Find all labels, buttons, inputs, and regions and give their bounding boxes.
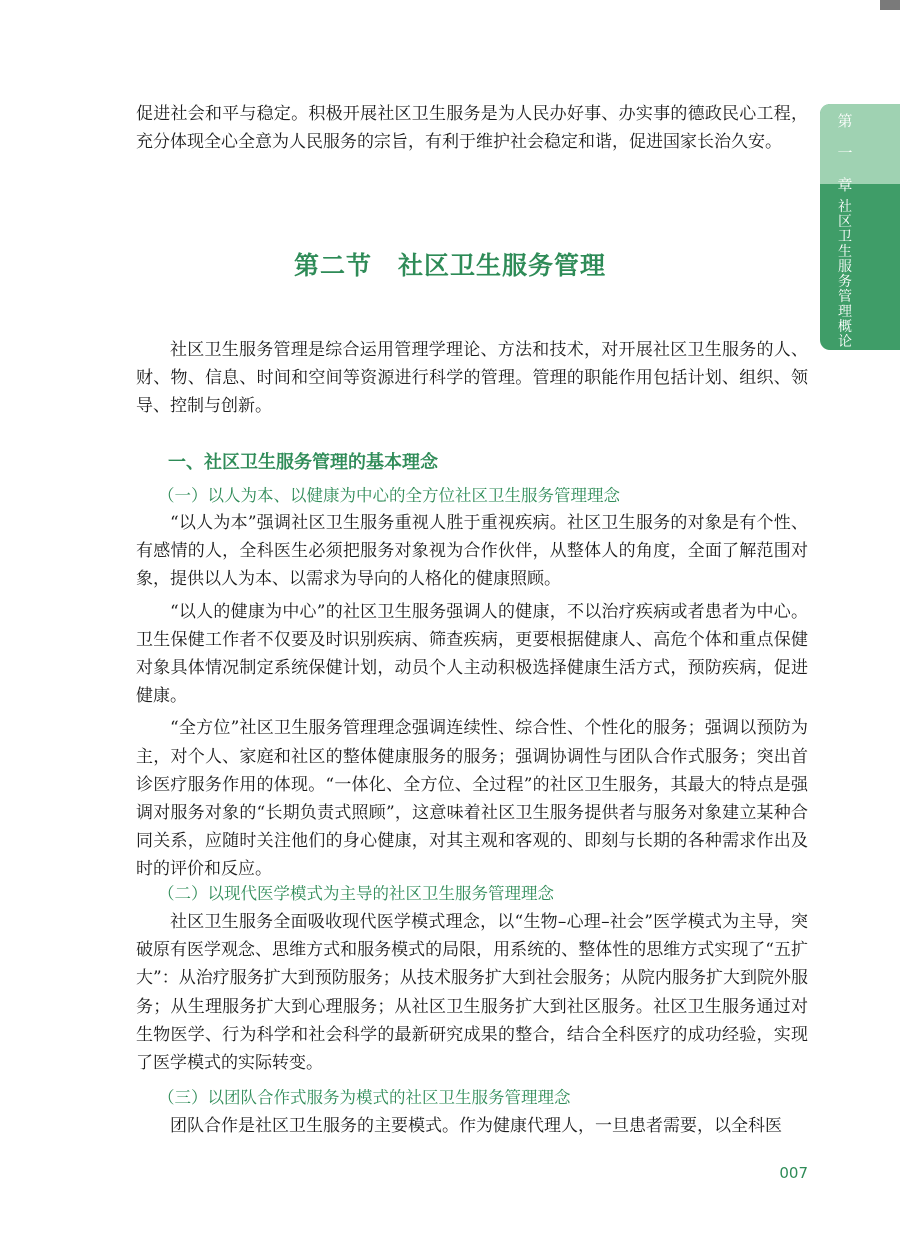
subheading-3: （三）以团队合作式服务为模式的社区卫生服务管理理念 <box>158 1088 571 1107</box>
sub1-paragraph-1: “以人为本”强调社区卫生服务重视人胜于重视疾病。社区卫生服务的对象是有个性、有感情的人，全科医生必须把服务对象视为合作伙伴，从整体人的角度，全面了解范围对象，提供以人为本、以需求为导向的人格化的健康照顾。 <box>136 513 808 590</box>
section-intro-paragraph: 社区卫生服务管理是综合运用管理学理论、方法和技术，对开展社区卫生服务的人、财、物、信息、时间和空间等资源进行科学的管理。管理的职能作用包括计划、组织、领导、控制与创新。 <box>136 340 808 417</box>
chapter-title-char: 理 <box>838 304 852 320</box>
chapter-char-3: 章 <box>837 176 853 194</box>
chapter-title-char: 区 <box>838 214 852 230</box>
sub2-body <box>136 908 808 1077</box>
chapter-title-char: 管 <box>838 289 852 305</box>
chapter-title-char: 概 <box>838 319 852 335</box>
intro-paragraph: 促进社会和平与稳定。积极开展社区卫生服务是为人民办好事、办实事的德政民心工程，充分体现全心全意为人民服务的宗旨，有利于维护社会稳定和谐，促进国家长治久安。 <box>136 104 808 153</box>
sub3-body <box>136 1112 808 1140</box>
subheading-1: （一）以人为本、以健康为中心的全方位社区卫生服务管理理念 <box>158 486 620 505</box>
section-intro-block <box>136 336 808 421</box>
subheading-2: （二）以现代医学模式为主导的社区卫生服务管理理念 <box>158 884 554 903</box>
section-title: 第二节 社区卫生服务管理 <box>293 251 606 280</box>
page-number: 007 <box>779 1164 808 1182</box>
heading-level-1: 一、社区卫生服务管理的基本理念 <box>168 452 438 473</box>
chapter-title-char: 社 <box>838 199 852 215</box>
sub2-paragraph-1: 社区卫生服务全面吸收现代医学模式理念，以“生物–心理–社会”医学模式为主导，突破原有医学观念、思维方式和服务模式的局限，用系统的、整体性的思维方式实现了“五扩大”：从治疗服务扩大到预防服务；从技术服务扩大到社会服务；从院内服务扩大到院外服务；从生理服务扩大到心理服务；从社区卫生服务扩大到社区服务。社区卫生服务通过对生物医学、行为科学和社会科学的最新研究成果的整合，结合全科医疗的成功经验，实现了医学模式的实际转变。 <box>136 912 808 1074</box>
chapter-char-1: 第 <box>837 112 853 130</box>
intro-block <box>136 100 808 156</box>
chapter-title-char: 论 <box>838 334 852 350</box>
sub1-paragraph-3: “全方位”社区卫生服务管理理念强调连续性、综合性、个性化的服务；强调以预防为主，对个人、家庭和社区的整体健康服务的服务；强调协调性与团队合作式服务；突出首诊医疗服务作用的体现。“一体化、全方位、全过程”的社区卫生服务，其最大的特点是强调对服务对象的“长期负责式照顾”，这意味着社区卫生服务提供者与服务对象建立某种合同关系，应随时关注他们的身心健康，对其主观和客观的、即刻与长期的各种需求作出及时的评价和反应。 <box>136 718 808 880</box>
chapter-title-char: 务 <box>838 274 852 290</box>
chapter-char-2: 一 <box>837 144 853 162</box>
chapter-side-tab <box>820 104 900 350</box>
chapter-title-char: 卫 <box>838 229 852 245</box>
sub1-paragraph-2: “以人的健康为中心”的社区卫生服务强调人的健康，不以治疗疾病或者患者为中心。卫生保健工作者不仅要及时识别疾病、筛查疾病，更要根据健康人、高危个体和重点保健对象具体情况制定系统保健计划，动员个人主动积极选择健康生活方式，预防疾病，促进健康。 <box>136 601 808 707</box>
corner-mark <box>880 0 900 10</box>
chapter-title-char: 生 <box>838 244 852 260</box>
sub3-paragraph-1: 团队合作是社区卫生服务的主要模式。作为健康代理人，一旦患者需要，以全科医 <box>170 1116 782 1136</box>
chapter-title-char: 服 <box>838 259 852 275</box>
sub1-body <box>136 509 808 884</box>
